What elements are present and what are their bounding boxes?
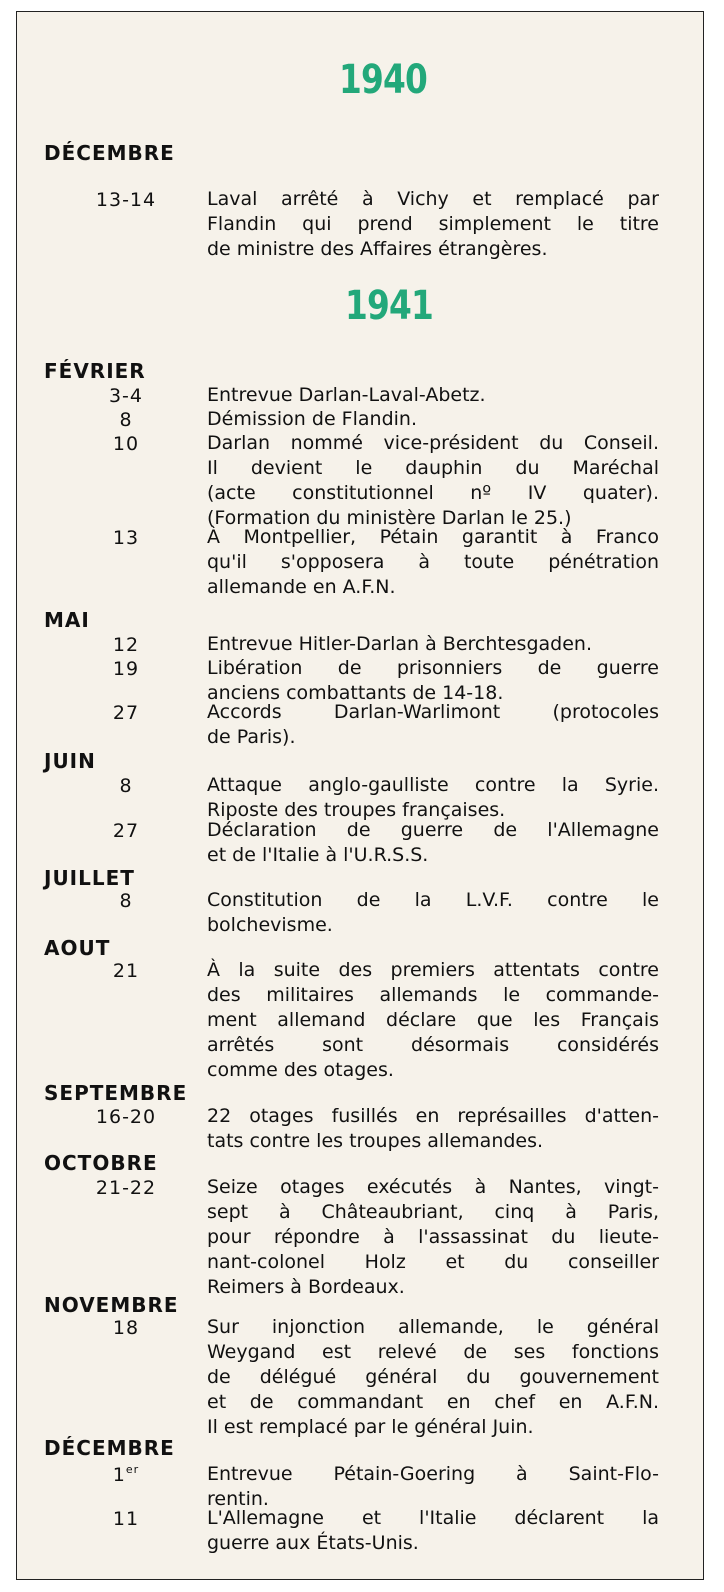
date-27-juin: 27 <box>112 820 140 842</box>
event-declaration-guerre-urss <box>207 818 659 868</box>
date-19: 19 <box>112 658 140 680</box>
month-heading-decembre-1941: DÉCEMBRE <box>44 1436 175 1460</box>
month-heading-decembre-1940: DÉCEMBRE <box>44 141 175 165</box>
event-line: sept à Châteaubriant, cinq à Paris, <box>207 1201 659 1223</box>
event-line: Weygand est relevé de ses fonctions <box>207 1341 659 1363</box>
event-line: Darlan nommé vice-président du Conseil. <box>207 432 659 454</box>
event-line: tats contre les troupes allemandes. <box>207 1130 544 1152</box>
event-line: Reimers à Bordeaux. <box>207 1276 405 1298</box>
month-heading-octobre: OCTOBRE <box>44 1151 158 1175</box>
chronology-page <box>16 11 704 1580</box>
event-line: Entrevue Darlan-Laval-Abetz. <box>207 384 486 406</box>
event-premiers-attentats <box>207 958 659 1083</box>
event-line: À la suite des premiers attentats contre <box>207 959 659 981</box>
event-laval-arrete <box>207 187 659 262</box>
event-line: et de commandant en chef en A.F.N. <box>207 1391 659 1413</box>
event-line: de délégué général du gouvernement <box>207 1366 659 1388</box>
date-12: 12 <box>112 634 140 656</box>
event-liberation-prisonniers <box>207 656 659 706</box>
event-line: (Formation du ministère Darlan le 25.) <box>207 507 572 529</box>
event-constitution-lvf <box>207 888 659 938</box>
date-8-juin: 8 <box>119 775 133 797</box>
event-entrevue-hitler-darlan <box>207 632 659 657</box>
event-line: nant-colonel Holz et du conseiller <box>207 1251 659 1273</box>
date-21-22: 21-22 <box>95 1177 157 1199</box>
date-3-4: 3-4 <box>108 385 144 407</box>
event-attaque-syrie <box>207 773 659 823</box>
date-13-14: 13-14 <box>95 189 157 211</box>
month-heading-septembre: SEPTEMBRE <box>44 1081 188 1105</box>
event-line: Il devient le dauphin du Maréchal <box>207 457 659 479</box>
event-line: pour répondre à l'assassinat du lieute- <box>207 1226 659 1248</box>
event-line: comme des otages. <box>207 1059 394 1081</box>
event-line: et de l'Italie à l'U.R.S.S. <box>207 844 429 866</box>
event-line: Entrevue Pétain-Goering à Saint-Flo- <box>207 1463 659 1485</box>
month-heading-mai: MAI <box>44 608 90 632</box>
event-darlan-vice-president <box>207 431 659 531</box>
date-8: 8 <box>119 409 133 431</box>
year-heading-1940: 1940 <box>338 57 427 103</box>
event-line: Il est remplacé par le général Juin. <box>207 1416 534 1438</box>
event-demission-flandin <box>207 407 659 432</box>
event-line: qu'il s'opposera à toute pénétration <box>207 551 659 573</box>
event-line: Déclaration de guerre de l'Allemagne <box>207 819 659 841</box>
date-27: 27 <box>112 702 140 724</box>
event-line: bolchevisme. <box>207 914 333 936</box>
event-line: Libération de prisonniers de guerre <box>207 657 659 679</box>
date-13: 13 <box>112 527 140 549</box>
event-line: À Montpellier, Pétain garantit à Franco <box>207 526 659 548</box>
date-1er-number: 1 <box>112 1464 126 1486</box>
month-heading-juillet: JUILLET <box>44 866 135 890</box>
date-10: 10 <box>112 433 140 455</box>
event-line: Seize otages exécutés à Nantes, vingt- <box>207 1176 659 1198</box>
event-line: Riposte des troupes françaises. <box>207 799 506 821</box>
event-line: Entrevue Hitler-Darlan à Berchtesgaden. <box>207 633 592 655</box>
event-line: allemande en A.F.N. <box>207 576 396 598</box>
month-heading-aout: AOUT <box>44 936 111 960</box>
month-heading-novembre: NOVEMBRE <box>44 1293 179 1317</box>
event-line: Constitution de la L.V.F. contre le <box>207 889 659 911</box>
event-line: de Paris). <box>207 726 296 748</box>
event-accords-darlan-warlimont <box>207 700 659 750</box>
month-heading-fevrier: FÉVRIER <box>44 359 146 383</box>
event-seize-otages-executes <box>207 1175 659 1300</box>
event-line: rentin. <box>207 1488 269 1510</box>
date-1er-decembre <box>51 1463 201 1486</box>
event-22-otages-fusilles <box>207 1104 659 1154</box>
event-line: des militaires allemands le commande- <box>207 984 659 1006</box>
event-line: Attaque anglo-gaulliste contre la Syrie. <box>207 774 659 796</box>
event-declaration-guerre-etats-unis <box>207 1506 659 1556</box>
date-11-decembre: 11 <box>112 1508 140 1530</box>
date-18-novembre: 18 <box>112 1317 140 1339</box>
date-8-juillet: 8 <box>119 890 133 912</box>
event-line: Démission de Flandin. <box>207 408 417 430</box>
date-21-aout: 21 <box>112 960 140 982</box>
month-heading-juin: JUIN <box>44 749 96 773</box>
event-line: 22 otages fusillés en représailles d'atten- <box>207 1105 659 1127</box>
event-line: Accords Darlan-Warlimont (protocoles <box>207 701 659 723</box>
event-line: arrêtés sont désormais considérés <box>207 1034 659 1056</box>
event-line: ment allemand déclare que les Français <box>207 1009 659 1031</box>
event-line: Flandin qui prend simplement le titre <box>207 213 659 235</box>
event-entrevue-petain-goering <box>207 1462 659 1512</box>
event-line: guerre aux États-Unis. <box>207 1532 419 1554</box>
event-line: Laval arrêté à Vichy et remplacé par <box>207 188 659 210</box>
date-16-20: 16-20 <box>95 1106 157 1128</box>
event-weygand-releve <box>207 1315 659 1440</box>
event-line: anciens combattants de 14-18. <box>207 682 504 704</box>
event-entrevue-darlan-laval-abetz <box>207 383 659 408</box>
date-1er-suffix: er <box>125 1463 140 1476</box>
event-line: (acte constitutionnel nº IV quater). <box>207 482 659 504</box>
event-line: L'Allemagne et l'Italie déclarent la <box>207 1507 659 1529</box>
event-montpellier-petain-franco <box>207 525 659 600</box>
event-line: de ministre des Affaires étrangères. <box>207 238 548 260</box>
event-line: Sur injonction allemande, le général <box>207 1316 659 1338</box>
year-heading-1941: 1941 <box>344 283 433 329</box>
